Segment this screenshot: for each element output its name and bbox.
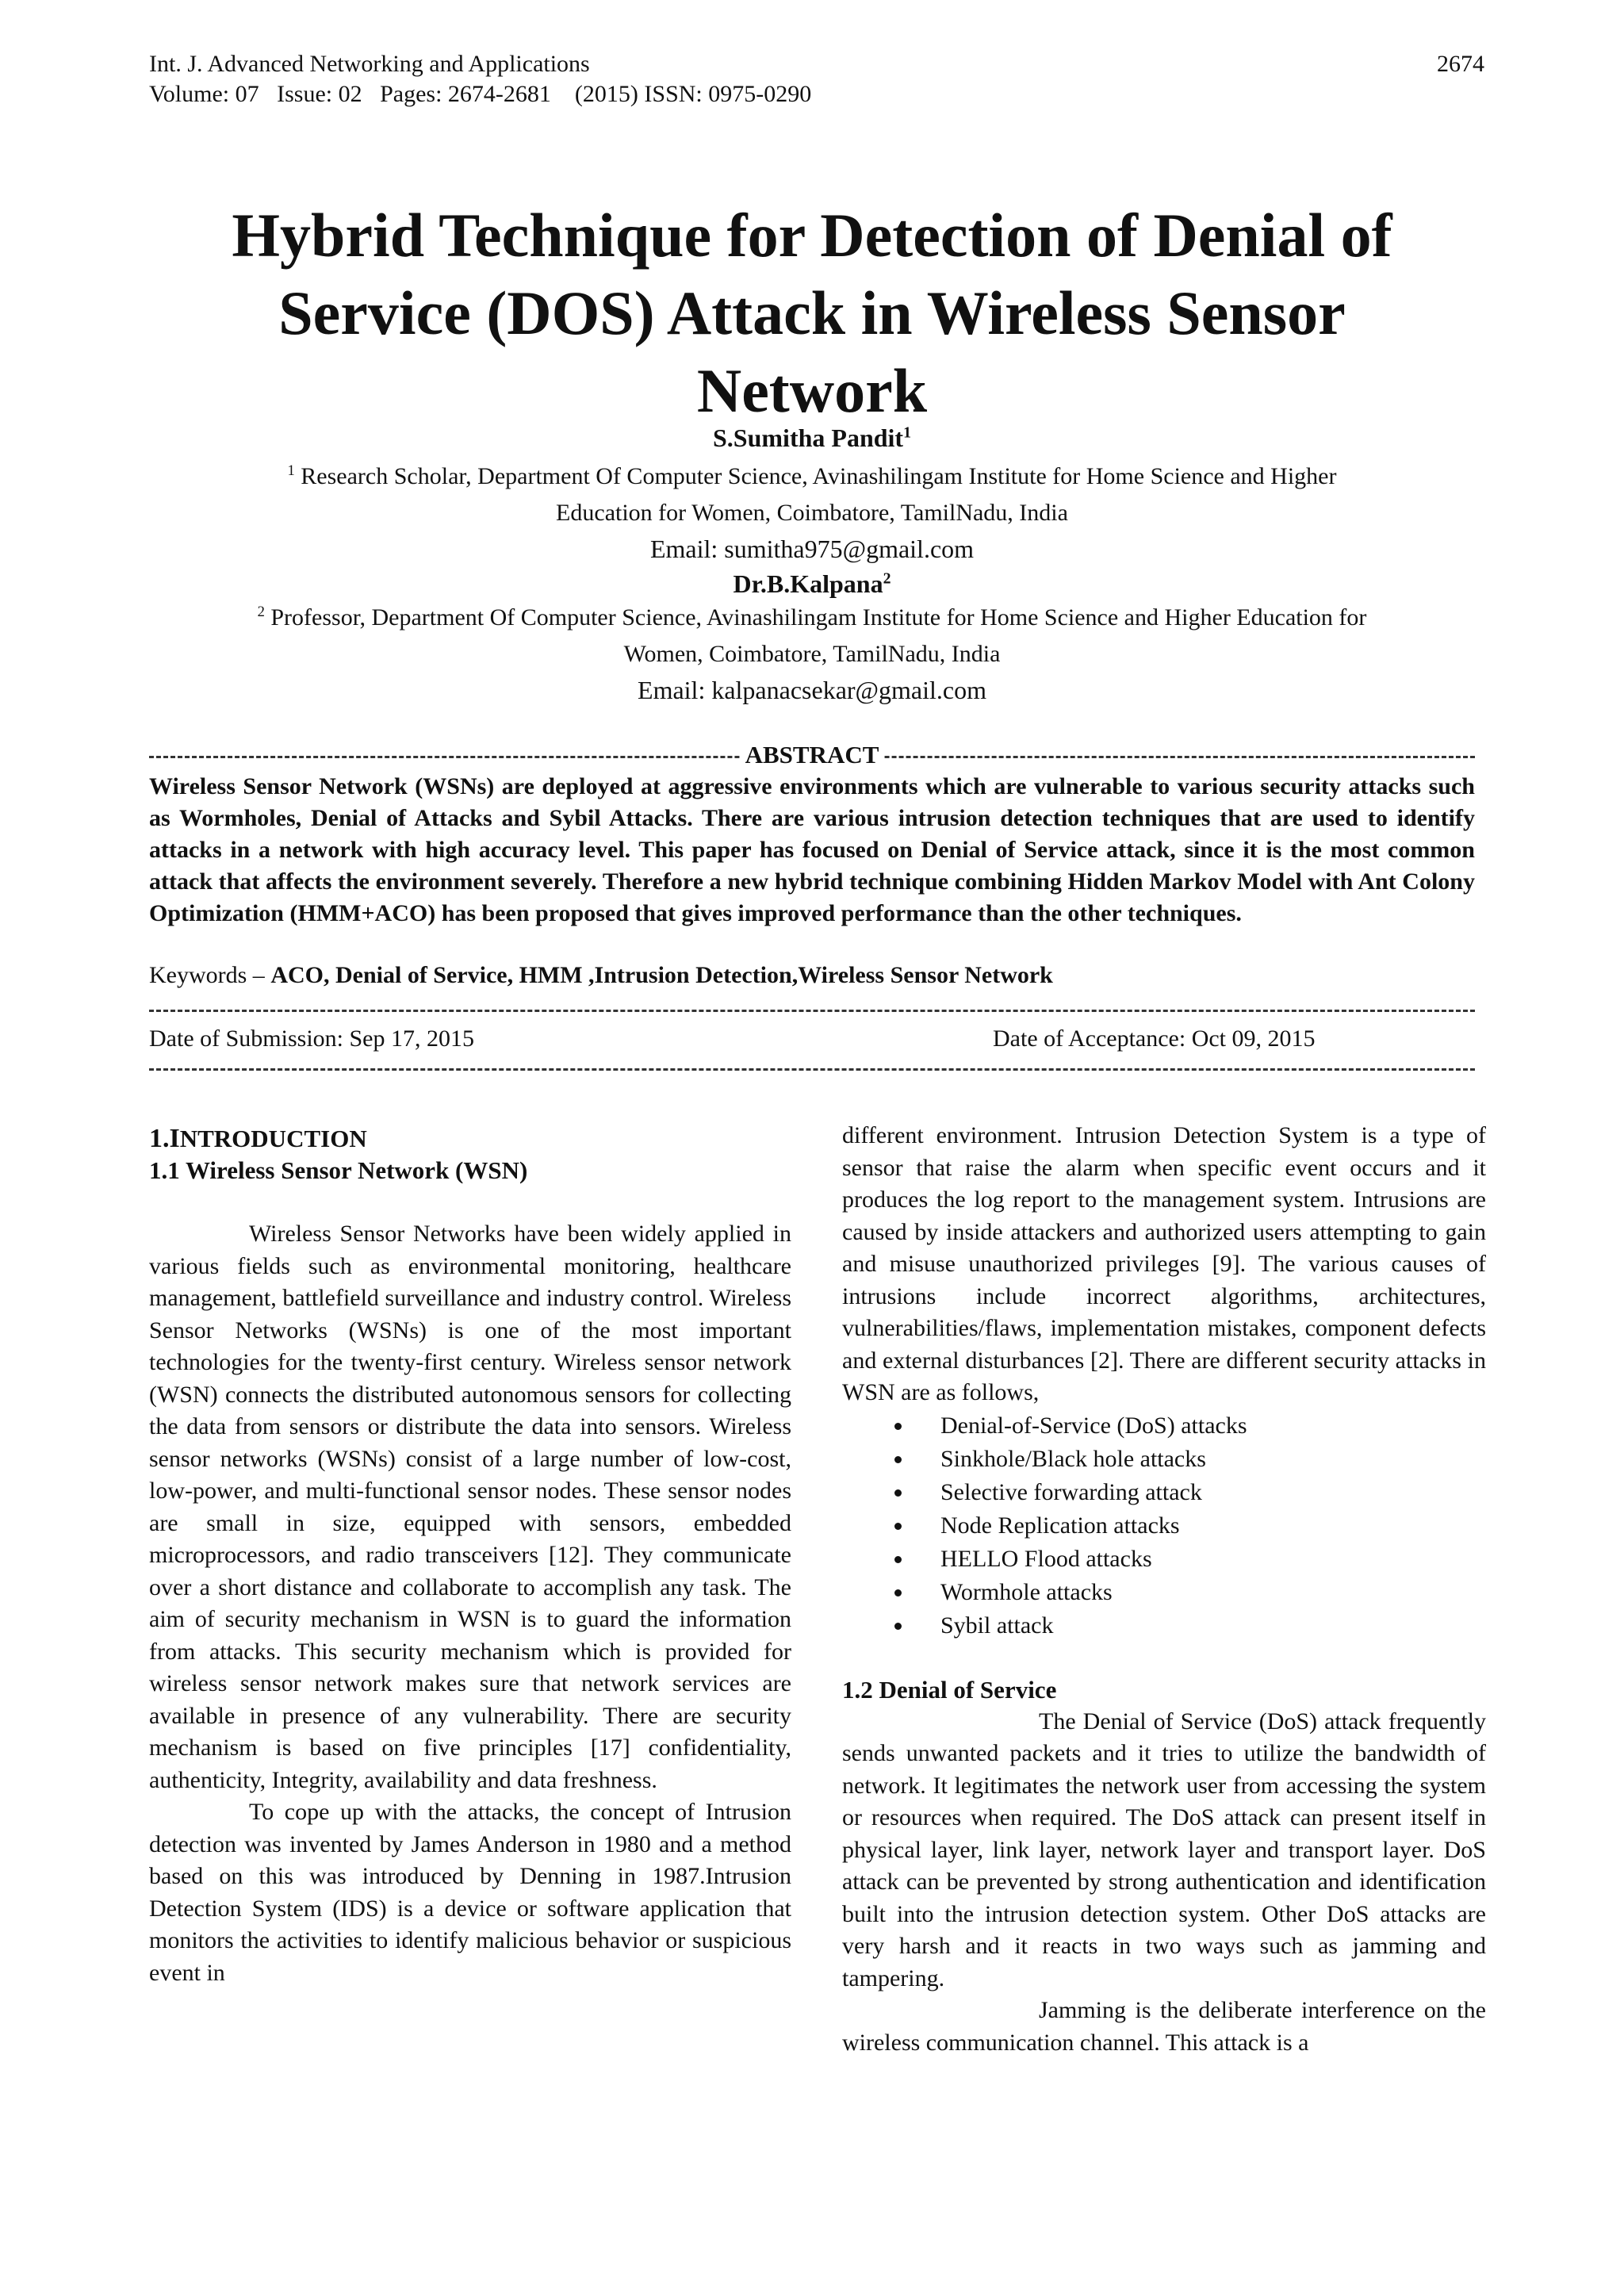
author-1-affiliation-line-2: Education for Women, Coimbatore, TamilNadu, India (556, 500, 1068, 526)
dates-row (149, 1023, 1475, 1055)
subsection-1-1-heading: 1.1 Wireless Sensor Network (WSN) (149, 1156, 528, 1184)
title-line-1: Hybrid Technique for Detection of Denial of (232, 201, 1392, 270)
keywords: Keywords – ACO, Denial of Service, HMM ,Intrusion Detection,Wireless Sensor Network (149, 962, 1053, 988)
dos-paragraph-1: The Denial of Service (DoS) attack frequently sends unwanted packets and it tries to utilize the bandwidth of network. It legitimates the network user from accessing the system or resources when required. The DoS attack can present itself in physical layer, link layer, network layer and transport layer. DoS attack can be prevented by strong authentication and identification built into the intrusion detection system. Other DoS attacks are very harsh and it reacts in two ways such as jamming and tampering. (842, 1708, 1486, 1991)
submission-date: Date of Submission: Sep 17, 2015 (149, 1025, 474, 1052)
volume-line: Volume: 07 Issue: 02 Pages: 2674-2681 (2015) ISSN: 0975-0290 (149, 81, 812, 107)
author-2-affiliation-line-2: Women, Coimbatore, TamilNadu, India (623, 641, 1001, 667)
list-item: Wormhole attacks (842, 1576, 1486, 1609)
subsection-1-2-heading: 1.2 Denial of Service (842, 1675, 1057, 1704)
right-column (842, 1120, 1486, 2059)
author-2-email-address[interactable]: kalpanacsekar@gmail.com (711, 676, 986, 704)
journal-name: Int. J. Advanced Networking and Applications (149, 51, 590, 77)
dos-paragraph-2: Jamming is the deliberate interference on the wireless communication channel. This attack is a (842, 1997, 1486, 2056)
list-item: Selective forwarding attack (842, 1476, 1486, 1509)
page-number: 2674 (1437, 51, 1484, 77)
author-2-email: Email: kalpanacsekar@gmail.com (638, 676, 986, 704)
author-1-name: S.Sumitha Pandit$^1$ (713, 424, 911, 452)
list-item: Sinkhole/Black hole attacks (842, 1443, 1486, 1476)
author-2-name: Dr.B.Kalpana$^2$ (733, 569, 891, 598)
attack-list (842, 1409, 1486, 1642)
list-item: HELLO Flood attacks (842, 1543, 1486, 1576)
keywords-value: ACO, Denial of Service, HMM ,Intrusion Detection,Wireless Sensor Network (270, 962, 1053, 988)
author-1-email-address[interactable]: sumitha975@gmail.com (724, 535, 975, 563)
dates-bottom-rule (149, 1068, 1475, 1071)
title-line-2: Service (DOS) Attack in Wireless Sensor (278, 278, 1346, 347)
intro-paragraph-2-continued: different environment. Intrusion Detection System is a type of sensor that raise the alarm when specific event occurs and it produces the log report to the management system. Intrusions are caused by inside attackers and authorized users attempting to gain and misuse unauthorized privileges [9]. The various causes of intrusions include incorrect algorithms, architectures, vulnerabilities/flaws, implementation mistakes, component defects and external disturbances [2]. There are different security attacks in WSN are as follows, (842, 1122, 1486, 1405)
paper-title (119, 197, 1505, 430)
author-2-affiliation-line-1: $^2$ Professor, Department Of Computer Science, Avinashilingam Institute for Home Science and Higher Education for (257, 604, 1367, 631)
author-1-affiliation-line-1: $^1$ Research Scholar, Department Of Computer Science, Avinashilingam Institute for Home Science and Higher (287, 462, 1337, 489)
title-line-3: Network (696, 356, 928, 425)
abstract-heading: ABSTRACT (0, 741, 1624, 769)
list-item: Denial-of-Service (DoS) attacks (842, 1409, 1486, 1443)
running-header (149, 49, 811, 109)
section-1-heading: 1.INTRODUCTION (149, 1124, 367, 1153)
left-column (149, 1123, 791, 1989)
list-item: Sybil attack (842, 1609, 1486, 1642)
list-item: Node Replication attacks (842, 1509, 1486, 1543)
author-1-email: Email: sumitha975@gmail.com (649, 535, 975, 563)
intro-paragraph-1: Wireless Sensor Networks have been widely applied in various fields such as environmental monitoring, healthcare management, battlefield surveillance and industry control. Wireless Sensor Networks (WSNs) is one of the most important technologies for the twenty-first century. Wireless sensor network (WSN) connects the distributed autonomous sensors for collecting the data from sensors or distribute the data into sensors. Wireless sensor networks (WSNs) consist of a large number of low-cost, low-power, and multi-functional sensor nodes. These sensor nodes are small in size, equipped with sensors, embedded microprocessors, and radio transceivers [12]. They communicate over a short distance and collaborate to accomplish any task. The aim of security mechanism in WSN is to guard the information from attacks. This security mechanism which is provided for wireless sensor network makes sure that network services are available in presence of any vulnerability. There are security mechanism is based on five principles [17] confidentiality, authenticity, Integrity, availability and data freshness. (149, 1221, 791, 1793)
acceptance-date: Date of Acceptance: Oct 09, 2015 (993, 1025, 1316, 1052)
intro-paragraph-2: To cope up with the attacks, the concept of Intrusion detection was invented by James Anderson in 1980 and a method based on this was introduced by Denning in 1987.Intrusion Detection System (IDS) is a device or software application that monitors the activities to identify malicious behavior or suspicious event in (149, 1799, 791, 1986)
dates-top-rule (149, 1010, 1475, 1012)
abstract-text: Wireless Sensor Network (WSNs) are deployed at aggressive environments which are vulnerable to various security attacks such as Wormholes, Denial of Attacks and Sybil Attacks. There are various intrusion detection techniques that are used to identify attacks in a network with high accuracy level. This paper has focused on Denial of Service attack, since it is the most common attack that affects the environment severely. Therefore a new hybrid technique combining Hidden Markov Model with Ant Colony Optimization (HMM+ACO) has been proposed that gives improved performance than the other techniques. (149, 773, 1475, 926)
